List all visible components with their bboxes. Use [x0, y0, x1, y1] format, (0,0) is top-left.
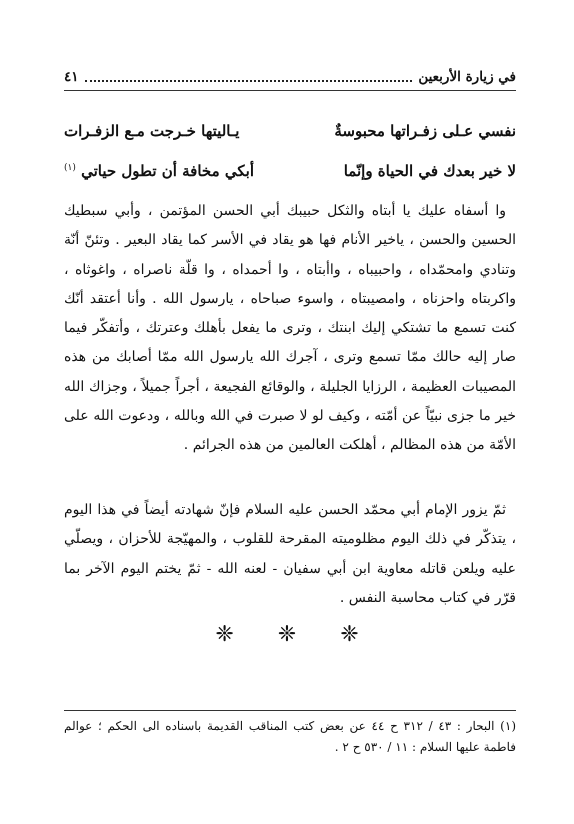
verse-2-right-hemistich	[64, 162, 254, 180]
verse-2-right-text: أبكي مخافة أن تطول حياتي	[81, 162, 254, 180]
verse-line-1	[64, 118, 516, 144]
footnote-rule	[64, 710, 516, 711]
verse-1-left-hemistich: نفسي عـلى زفـراتها محبوسةٌ	[334, 122, 516, 140]
verse-2-left-hemistich: لا خير بعدك في الحياة وإنّما	[343, 162, 516, 180]
ornament-icon: ❈	[277, 622, 297, 647]
ornament-icon: ❈	[340, 622, 359, 647]
header-rule	[64, 90, 516, 91]
paragraph-1: وا أسفاه عليك يا أبتاه والثكل حبيبك أبي الحسن المؤتمن ، وأبي سبطيك الحسين والحسن ، ياخير الأنام فها هو يقاد في الأسر كما يقاد البعير . وتئنّ أنّة وتنادي وامحمّداه ، واحبيباه ، واأبتاه ، وا أحمداه ، وا قلّة ناصراه ، واغوثاه ، واكربتاه واحزناه ، وامصيبتاه ، واسوء صباحاه ، يارسول الله . وأنا أعتقد أنّك كنت تسمع ما تشتكي إليك ابنتك ، وترى ما يفعل بأهلك وعترتك ، وأتفكّر فيما صار إليه حالك ممّا تسمع وترى ، آجرك الله يارسول الله ممّا أصابك من هذه المصيبات العظيمة ، الرزايا الجليلة ، والوقائع الفجيعة ، أجراً جميلاً ، وجزاك الله خير ما جزى نبيّاً عن أمّته ، وكيف لو لا صبرت في الله وبالله ، ودعوت الله على الأمّة من هذه المظالم ، أهلكت العالمين من هذه الجرائم .	[64, 203, 516, 454]
running-header	[64, 66, 516, 88]
ornament-icon: ❈	[215, 622, 234, 647]
footnote-mark: (١)	[64, 163, 76, 173]
verse-line-2	[64, 158, 516, 184]
header-leader-dots	[85, 72, 413, 82]
paragraph-2: ثمّ يزور الإمام أبي محمّد الحسن عليه السلام فإنّ شهادته أيضاً في هذا اليوم ، يتذكّر في ذلك اليوم مظلوميته المقرحة للقلوب ، والمهيّجة للأحزان ، ويصلّي عليه ويلعن قاتله معاوية ابن أبي سفيان - لعنه الله - ثمّ يختم اليوم الآخر بما قرّر في كتاب محاسبة النفس .	[64, 502, 516, 606]
running-title: في زيارة الأربعين	[418, 69, 516, 85]
footnote: (١) البحار : ٤٣ / ٣١٢ ح ٤٤ عن بعض كتب المناقب القديمة باسناده الى الحكم ؛ عوالم فاطمة عليها السلام : ١١ / ٥٣٠ ح ٢ .	[64, 719, 517, 754]
verse-1-right-hemistich: يـاليتها خـرجت مـع الزفـرات	[64, 122, 240, 140]
page-number: ٤١	[64, 69, 79, 85]
section-divider	[0, 622, 574, 652]
